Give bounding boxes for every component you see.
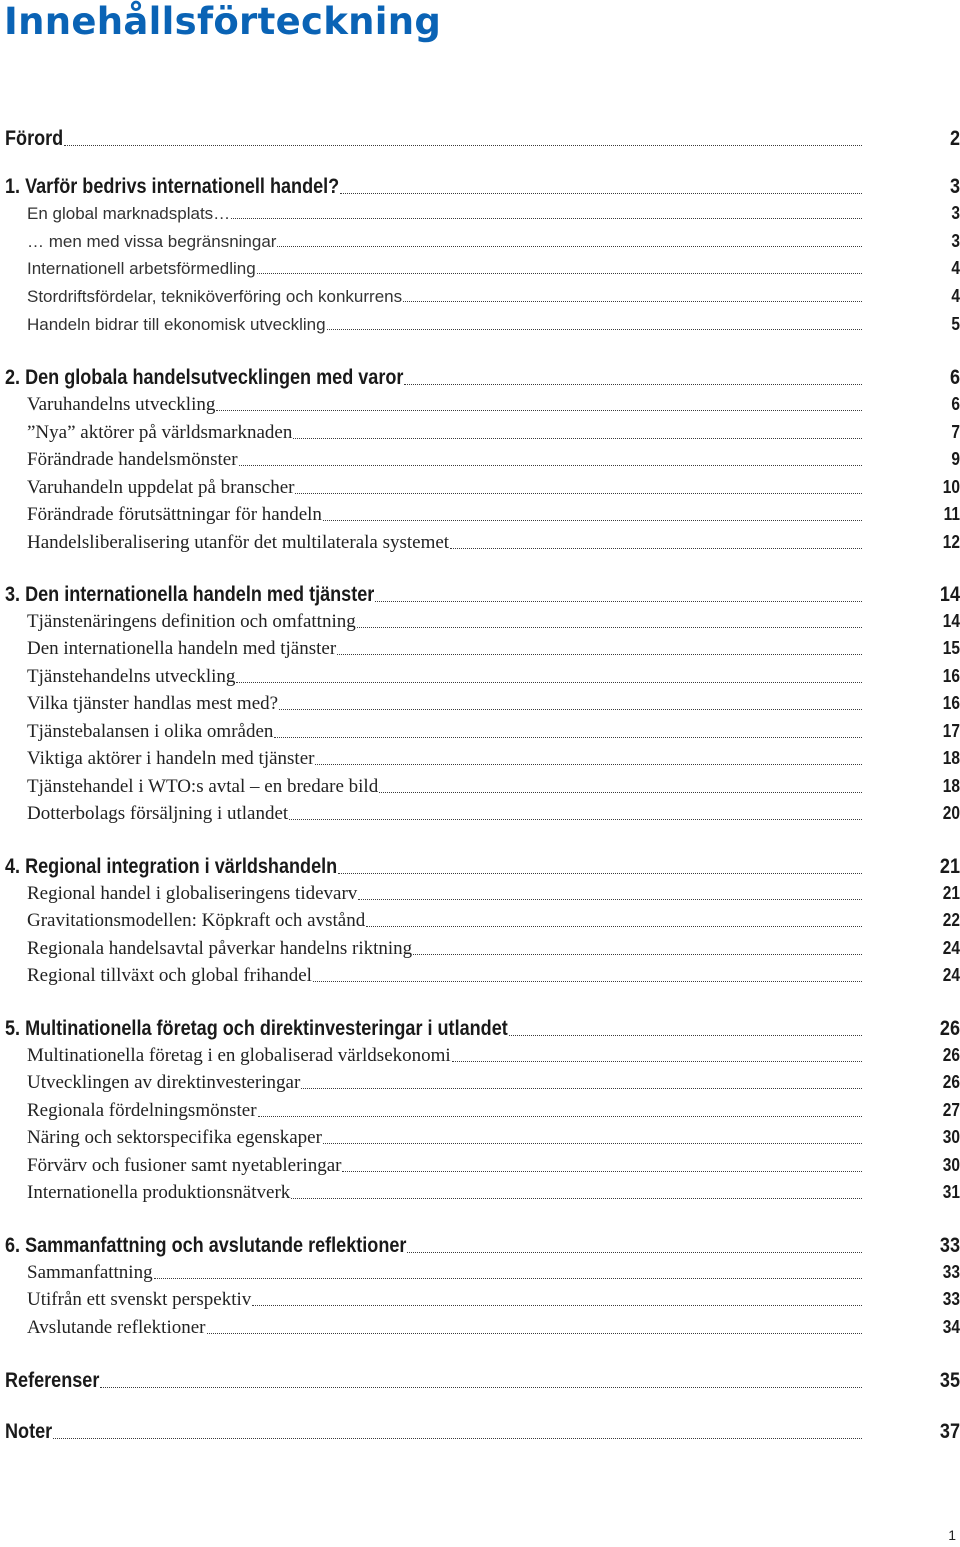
toc-entry-page: 21 [942,883,960,903]
toc-entry-label: Stordriftsfördelar, tekniköverföring och konkurrens [27,287,403,306]
toc-entry-label: Viktiga aktörer i handeln med tjänster [27,748,315,769]
toc-entry-label: En global marknadsplats… [27,204,231,223]
toc-entry-label: Sammanfattning [27,1262,153,1283]
toc-section-entry[interactable] [0,1289,960,1311]
dot-leader [53,1437,862,1439]
dot-leader [291,1197,862,1199]
toc-entry-page: 30 [942,1127,960,1147]
dot-leader [257,272,862,274]
toc-entry-label: Utvecklingen av direktinvesteringar [27,1072,301,1093]
dot-leader [509,1034,862,1036]
toc-entry-label: 6. Sammanfattning och avslutande reflektioner [5,1234,407,1257]
dot-leader [327,328,862,330]
dot-leader [379,791,862,793]
dot-leader [207,1332,863,1334]
toc-chapter-entry[interactable] [0,127,960,151]
toc-entry-page: 16 [942,693,960,713]
toc-section-entry[interactable] [0,314,960,335]
toc-entry-label: Förändrade handelsmönster [27,449,238,470]
toc-entry-page: 26 [942,1045,960,1065]
toc-section-entry[interactable] [0,1182,960,1204]
toc-entry-label: Vilka tjänster handlas mest med? [27,693,279,714]
toc-entry-page: 14 [942,611,960,631]
toc-section-entry[interactable] [0,1262,960,1284]
toc-entry-label: Noter [5,1420,53,1443]
toc-entry-page: 6 [951,394,960,414]
toc-entry-label: Internationell arbetsförmedling [27,259,256,278]
toc-entry-label: Gravitationsmodellen: Köpkraft och avstånd [27,910,366,931]
toc-section-entry[interactable] [0,803,960,825]
toc-section-entry[interactable] [0,1127,960,1149]
toc-section-entry[interactable] [0,1100,960,1122]
dot-leader [407,1251,862,1253]
toc-section-entry[interactable] [0,504,960,526]
toc-entry-page: 4 [951,286,960,306]
toc-section-entry[interactable] [0,394,960,416]
toc-section-entry[interactable] [0,231,960,252]
toc-entry-label: Regionala fördelningsmönster [27,1100,257,1121]
toc-entry-label: 3. Den internationella handeln med tjänster [5,583,375,606]
toc-section-entry[interactable] [0,883,960,905]
dot-leader [366,925,862,927]
toc-entry-label: Handeln bidrar till ekonomisk utveckling [27,315,326,334]
toc-entry-label: Förvärv och fusioner samt nyetableringar [27,1155,342,1176]
toc-section-entry[interactable] [0,965,960,987]
toc-entry-page: 35 [939,1369,960,1392]
toc-entry-label: Internationella produktionsnätverk [27,1182,291,1203]
toc-entry-label: Regional tillväxt och global frihandel [27,965,312,986]
toc-entry-label: Varuhandeln uppdelat på branscher [27,477,295,498]
toc-entry-label: Dotterbolags försäljning i utlandet [27,803,289,824]
page-number: 1 [948,1527,956,1543]
toc-entry-page: 26 [939,1017,960,1040]
dot-leader [274,736,862,738]
toc-section-entry[interactable] [0,666,960,688]
toc-section-entry[interactable] [0,721,960,743]
toc-section-entry[interactable] [0,910,960,932]
toc-entry-label: Avslutande reflektioner [27,1317,206,1338]
toc-entry-page: 24 [942,938,960,958]
toc-entry-label: Regionala handelsavtal påverkar handelns riktning [27,938,413,959]
toc-section-entry[interactable] [0,532,960,554]
toc-entry-label: Utifrån ett svenskt perspektiv [27,1289,252,1310]
toc-entry-label: Tjänstehandelns utveckling [27,666,236,687]
toc-section-entry[interactable] [0,203,960,224]
toc-entry-page: 30 [942,1155,960,1175]
toc-entry-label: Tjänstenäringens definition och omfattning [27,611,356,632]
toc-entry-page: 18 [942,776,960,796]
toc-section-entry[interactable] [0,1155,960,1177]
dot-leader [342,1170,862,1172]
toc-section-entry[interactable] [0,449,960,471]
dot-leader [403,300,862,302]
toc-chapter-entry[interactable] [0,175,960,199]
toc-entry-label: Regional handel i globaliseringens tidevarv [27,883,358,904]
toc-entry-label: 2. Den globala handelsutvecklingen med varor [5,366,404,389]
toc-section-entry[interactable] [0,1045,960,1067]
toc-entry-page: 27 [942,1100,960,1120]
toc-entry-page: 17 [942,721,960,741]
dot-leader [295,492,862,494]
toc-entry-page: 31 [942,1182,960,1202]
toc-section-entry[interactable] [0,422,960,444]
toc-section-entry[interactable] [0,1317,960,1339]
toc-entry-page: 21 [939,855,960,878]
toc-entry-page: 20 [942,803,960,823]
dot-leader [358,898,862,900]
toc-chapter-entry[interactable] [0,855,960,879]
toc-entry-label: Varuhandelns utveckling [27,394,216,415]
toc-entry-label: Handelsliberalisering utanför det multilaterala systemet [27,532,450,553]
dot-leader [239,464,862,466]
toc-entry-label: 1. Varför bedrivs internationell handel? [5,175,340,198]
toc-entry-page: 3 [949,175,960,198]
toc-section-entry[interactable] [0,776,960,798]
toc-entry-label: Den internationella handeln med tjänster [27,638,337,659]
toc-entry-page: 22 [942,910,960,930]
dot-leader [323,1142,862,1144]
dot-leader [450,547,862,549]
toc-entry-page: 2 [949,127,960,150]
dot-leader [340,192,862,194]
toc-entry-page: 4 [951,258,960,278]
page-title: Innehållsförteckning [4,0,442,43]
toc-entry-label: Tjänstebalansen i olika områden [27,721,274,742]
toc-entry-page: 18 [942,748,960,768]
toc-entry-label: ”Nya” aktörer på världsmarknaden [27,422,293,443]
toc-chapter-entry[interactable] [0,1369,960,1393]
toc-entry-label: Förändrade förutsättningar för handeln [27,504,322,525]
toc-entry-label: Förord [5,127,64,150]
toc-entry-page: 34 [942,1317,960,1337]
dot-leader [252,1304,862,1306]
dot-leader [313,980,862,982]
dot-leader [279,708,862,710]
toc-entry-label: Multinationella företag i en globaliserad världsekonomi [27,1045,451,1066]
toc-section-entry[interactable] [0,693,960,715]
toc-chapter-entry[interactable] [0,366,960,390]
toc-section-entry[interactable] [0,477,960,499]
toc-entry-page: 24 [942,965,960,985]
dot-leader [277,245,862,247]
toc-section-entry[interactable] [0,258,960,279]
toc-entry-label: Tjänstehandel i WTO:s avtal – en bredare bild [27,776,379,797]
toc-entry-page: 33 [942,1262,960,1282]
toc-entry-page: 5 [951,314,960,334]
toc-entry-label: 4. Regional integration i världshandeln [5,855,338,878]
dot-leader [258,1115,862,1117]
toc-chapter-entry[interactable] [0,1420,960,1444]
toc-entry-page: 3 [951,231,960,251]
toc-section-entry[interactable] [0,611,960,633]
toc-entry-page: 37 [939,1420,960,1443]
dot-leader [301,1087,862,1089]
dot-leader [293,437,862,439]
toc-section-entry[interactable] [0,748,960,770]
dot-leader [289,818,862,820]
toc-section-entry[interactable] [0,638,960,660]
dot-leader [323,519,862,521]
toc-entry-page: 14 [939,583,960,606]
toc-entry-label: … men med vissa begränsningar [27,232,277,251]
dot-leader [154,1277,862,1279]
toc-entry-page: 33 [942,1289,960,1309]
toc-chapter-entry[interactable] [0,1234,960,1258]
dot-leader [236,681,862,683]
dot-leader [315,763,862,765]
toc-entry-page: 26 [942,1072,960,1092]
toc-entry-label: Näring och sektorspecifika egenskaper [27,1127,322,1148]
toc-entry-page: 12 [942,532,960,552]
dot-leader [413,953,862,955]
dot-leader [404,383,862,385]
dot-leader [100,1386,862,1388]
toc-entry-page: 10 [942,477,960,497]
toc-entry-page: 15 [942,638,960,658]
dot-leader [337,653,862,655]
toc-entry-label: Referenser [5,1369,100,1392]
dot-leader [231,217,862,219]
toc-section-entry[interactable] [0,938,960,960]
dot-leader [375,600,862,602]
dot-leader [357,626,862,628]
toc-entry-page: 6 [949,366,960,389]
toc-entry-page: 33 [939,1234,960,1257]
toc-section-entry[interactable] [0,1072,960,1094]
toc-entry-page: 7 [951,422,960,442]
toc-section-entry[interactable] [0,286,960,307]
toc-entry-page: 3 [951,203,960,223]
dot-leader [216,409,862,411]
toc-entry-label: 5. Multinationella företag och direktinvesteringar i utlandet [5,1017,508,1040]
toc-entry-page: 11 [943,504,960,524]
toc-entry-page: 9 [951,449,960,469]
toc-chapter-entry[interactable] [0,1017,960,1041]
dot-leader [338,872,862,874]
toc-chapter-entry[interactable] [0,583,960,607]
toc-entry-page: 16 [942,666,960,686]
dot-leader [452,1060,862,1062]
dot-leader [64,144,862,146]
